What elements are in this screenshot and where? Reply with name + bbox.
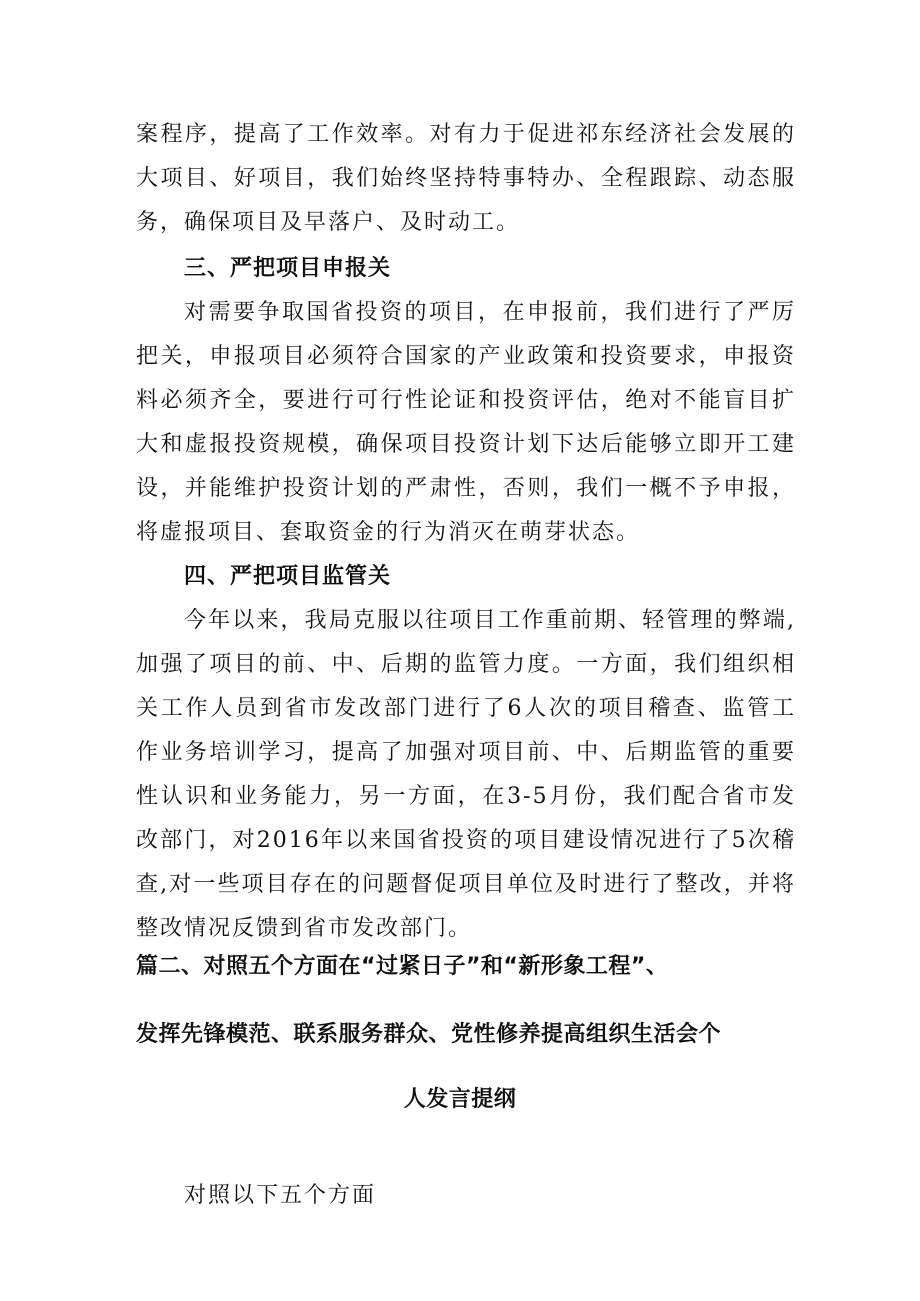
section-heading-application: 三、严把项目申报关 <box>184 256 392 281</box>
section-heading-supervision: 四、严把项目监管关 <box>184 564 392 589</box>
article-title-line-1: 篇二、对照五个方面在“过紧日子”和“新形象工程”、 <box>136 954 669 979</box>
article-title-line-3: 人发言提纲 <box>403 1087 517 1112</box>
intro-line: 对照以下五个方面 <box>184 1183 377 1208</box>
continuation-paragraph: 案程序，提高了工作效率。对有力于促进祁东经济社会发展的大项目、好项目，我们始终坚持特事特办、全程跟踪、动态服务，确保项目及早落户、及时动工。 <box>136 122 796 235</box>
section-paragraph-supervision: 今年以来，我局克服以往项目工作重前期、轻管理的弊端,加强了项目的前、中、后期的监管力度。一方面，我们组织相关工作人员到省市发改部门进行了6人次的项目稽查、监管工作业务培训学习，提高了加强对项目前、中、后期监管的重要性认识和业务能力，另一方面，在3-5月份，我们配合省市发改部门，对2016年以来国省投资的项目建设情况进行了5次稽查,对一些项目存在的问题督促项目单位及时进行了整改，并将整改情况反馈到省市发改部门。 <box>136 608 796 941</box>
article-title-line-2: 发挥先锋模范、联系服务群众、党性修养提高组织生活会个 <box>136 1022 722 1047</box>
section-paragraph-application: 对需要争取国省投资的项目，在申报前，我们进行了严厉把关，申报项目必须符合国家的产业政策和投资要求，申报资料必须齐全，要进行可行性论证和投资评估，绝对不能盲目扩大和虚报投资规模，确保项目投资计划下达后能够立即开工建设，并能维护投资计划的严肃性，否则，我们一概不予申报，将虚报项目、套取资金的行为消灭在萌芽状态。 <box>136 300 796 545</box>
